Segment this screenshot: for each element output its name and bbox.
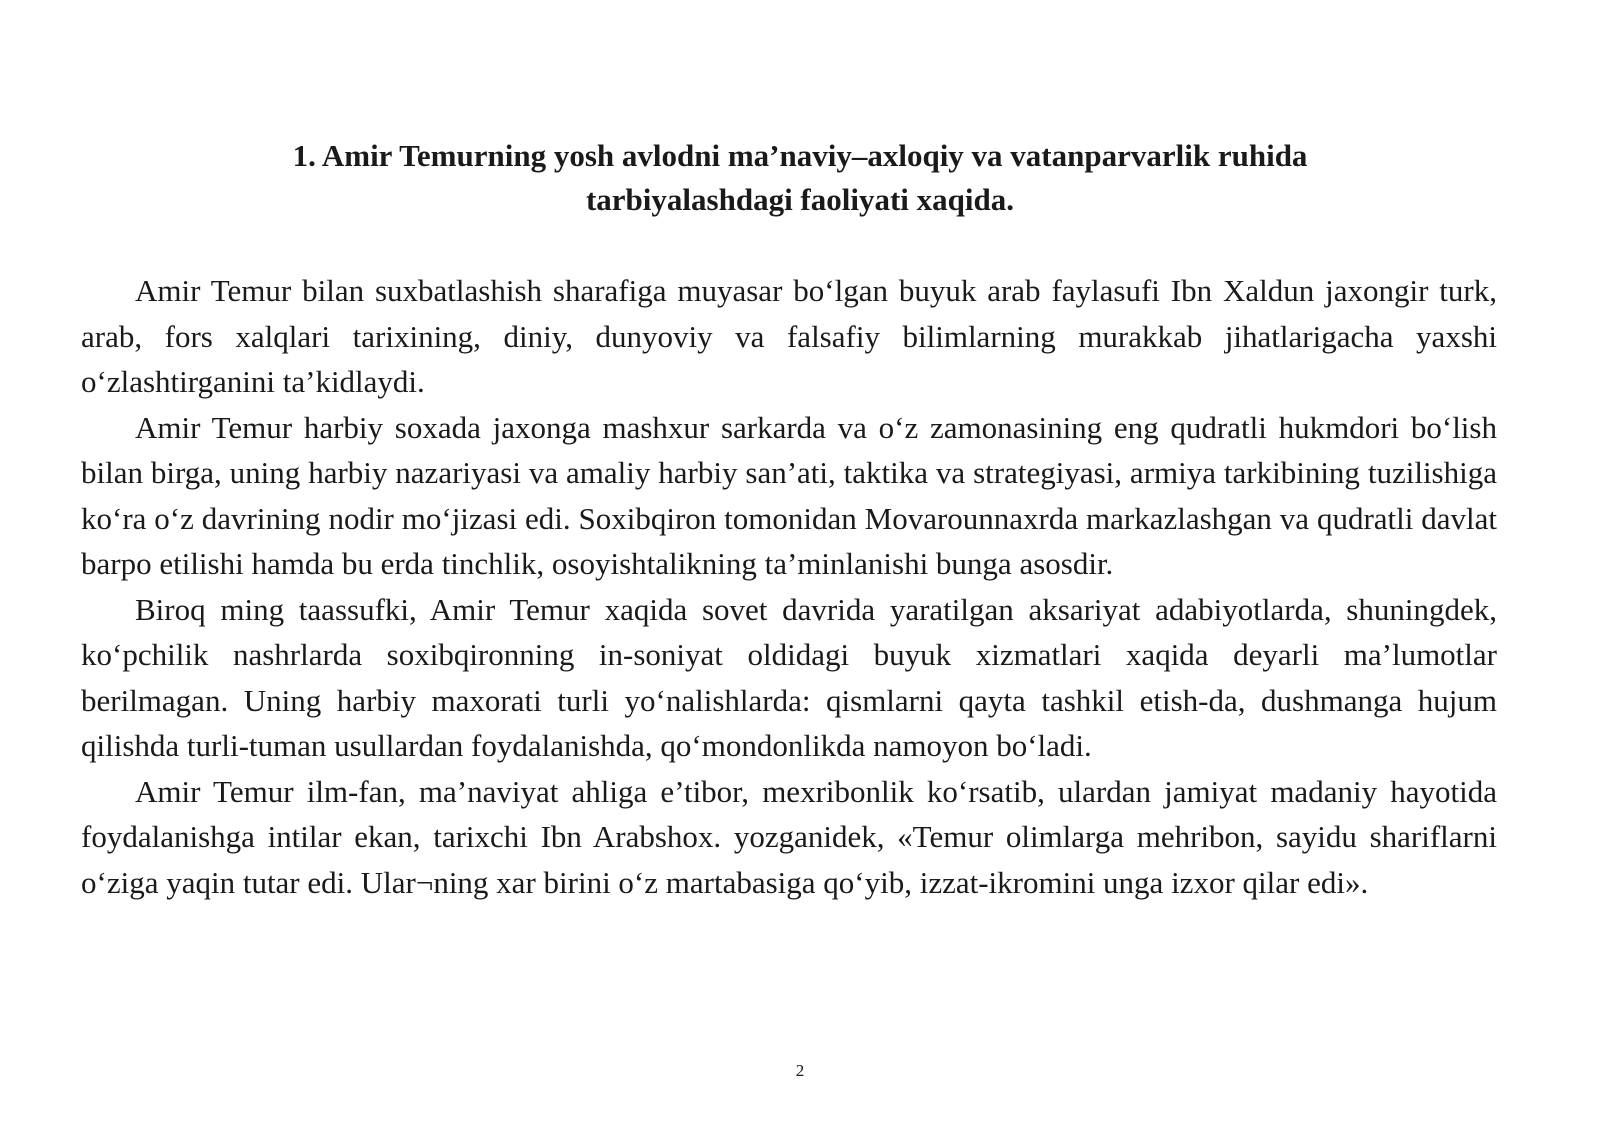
paragraph-1: Amir Temur bilan suxbatlashish sharafiga muyasar bo‘lgan buyuk arab faylasufi Ibn Xaldun jaxongir turk, arab, fors xalqlari tarixining, diniy, dunyoviy va falsafiy bilimlarning murakkab jihatlarigacha yaxshi o‘zlashtirganini ta’kidlaydi. [81,273,1497,399]
section-title-line-1: 1. Amir Temurning yosh avlodni ma’naviy–axloqiy va vatanparvarlik ruhida [292,138,1308,173]
paragraph-3: Biroq ming taassufki, Amir Temur xaqida sovet davrida yaratilgan aksariyat adabiyotlarda, shuningdek, ko‘pchilik nashrlarda soxibqironning in-soniyat oldidagi buyuk xizmatlari xaqida deyarli ma’lumotlar berilmagan. Uning harbiy maxorati turli yo‘nalishlarda: qismlarni qayta tashkil etish-da, dushmanga hujum qilishda turli-tuman usullardan foydalanishda, qo‘mondonlikda namoyon bo‘ladi. [81,591,1497,763]
section-title-line-2: tarbiyalashdagi faoliyati xaqida. [585,182,1015,217]
body-text [81,268,1497,905]
page-number: 2 [795,1061,805,1080]
paragraph-4: Amir Temur ilm-fan, ma’naviyat ahliga e’tibor, mexribonlik ko‘rsatib, ulardan jamiyat madaniy hayotida foydalanishga intilar ekan, tarixchi Ibn Arabshox. yozganidek, «Temur olimlarga mehribon, sayidu shariflarni o‘ziga yaqin tutar edi. Ular¬ning xar birini o‘z martabasiga qo‘yib, izzat-ikromini unga izxor qilar edi». [81,773,1497,900]
paragraph-2: Amir Temur harbiy soxada jaxonga mashxur sarkarda va o‘z zamonasining eng qudratli hukmdori bo‘lish bilan birga, uning harbiy nazariyasi va amaliy harbiy san’ati, taktika va strategiyasi, armiya tarkibining tuzilishiga ko‘ra o‘z davrining nodir mo‘jizasi edi. Soxibqiron tomonidan Movarounnaxrda markazlashgan va qudratli davlat barpo etilishi hamda bu erda tinchlik, osoyishtalikning ta’minlanishi bunga asosdir. [81,409,1497,581]
section-title [160,134,1440,222]
